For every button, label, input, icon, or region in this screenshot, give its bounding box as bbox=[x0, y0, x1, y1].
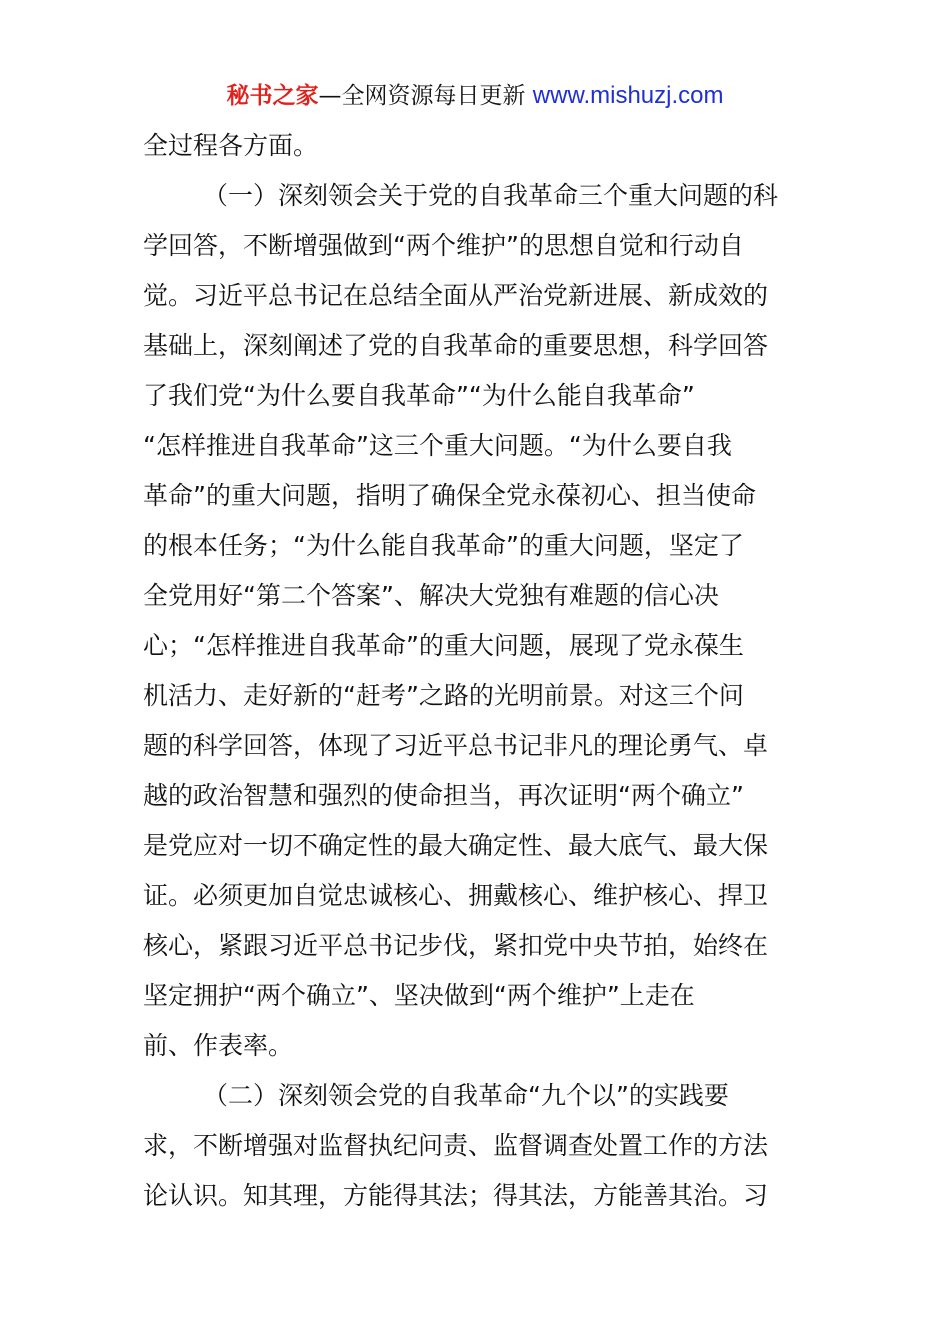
text-line: （二）深刻领会党的自我革命“九个以”的实践要 bbox=[203, 1081, 729, 1110]
text-line: 了我们党“为什么要自我革命”“为什么能自我革命” bbox=[143, 381, 695, 410]
site-url-link[interactable]: www.mishuzj.com bbox=[532, 82, 724, 109]
text-line: 觉。习近平总书记在总结全面从严治党新进展、新成效的 bbox=[143, 281, 769, 310]
text-line: 越的政治智慧和强烈的使命担当，再次证明“两个确立” bbox=[143, 781, 744, 810]
text-line: 前、作表率。 bbox=[143, 1031, 294, 1060]
text-line: 证。必须更加自觉忠诚核心、拥戴核心、维护核心、捍卫 bbox=[143, 881, 769, 910]
site-tagline: —全网资源每日更新 bbox=[318, 83, 526, 109]
text-line: 机活力、走好新的“赶考”之路的光明前景。对这三个问 bbox=[143, 681, 744, 710]
document-body bbox=[143, 121, 813, 1221]
text-line: 核心，紧跟习近平总书记步伐，紧扣党中央节拍，始终在 bbox=[143, 931, 769, 960]
text-line: 题的科学回答，体现了习近平总书记非凡的理论勇气、卓 bbox=[143, 731, 769, 760]
text-line: 的根本任务；“为什么能自我革命”的重大问题，坚定了 bbox=[143, 531, 744, 560]
text-line: 心；“怎样推进自我革命”的重大问题，展现了党永葆生 bbox=[143, 631, 744, 660]
text-line: 求，不断增强对监督执纪问责、监督调查处置工作的方法 bbox=[143, 1131, 769, 1160]
text-line: 论认识。知其理，方能得其法；得其法，方能善其治。习 bbox=[143, 1181, 769, 1210]
text-line: 革命”的重大问题，指明了确保全党永葆初心、担当使命 bbox=[143, 481, 756, 510]
site-brand: 秘书之家 bbox=[226, 83, 319, 109]
text-line: 全过程各方面。 bbox=[143, 131, 319, 160]
site-header bbox=[0, 80, 950, 112]
text-line: 基础上，深刻阐述了党的自我革命的重要思想，科学回答 bbox=[143, 331, 769, 360]
text-line: （一）深刻领会关于党的自我革命三个重大问题的科 bbox=[203, 181, 779, 210]
text-line: “怎样推进自我革命”这三个重大问题。“为什么要自我 bbox=[143, 431, 732, 460]
text-line: 全党用好“第二个答案”、解决大党独有难题的信心决 bbox=[143, 581, 719, 610]
text-line: 学回答，不断增强做到“两个维护”的思想自觉和行动自 bbox=[143, 231, 744, 260]
text-line: 是党应对一切不确定性的最大确定性、最大底气、最大保 bbox=[143, 831, 769, 860]
text-line: 坚定拥护“两个确立”、坚决做到“两个维护”上走在 bbox=[143, 981, 695, 1010]
